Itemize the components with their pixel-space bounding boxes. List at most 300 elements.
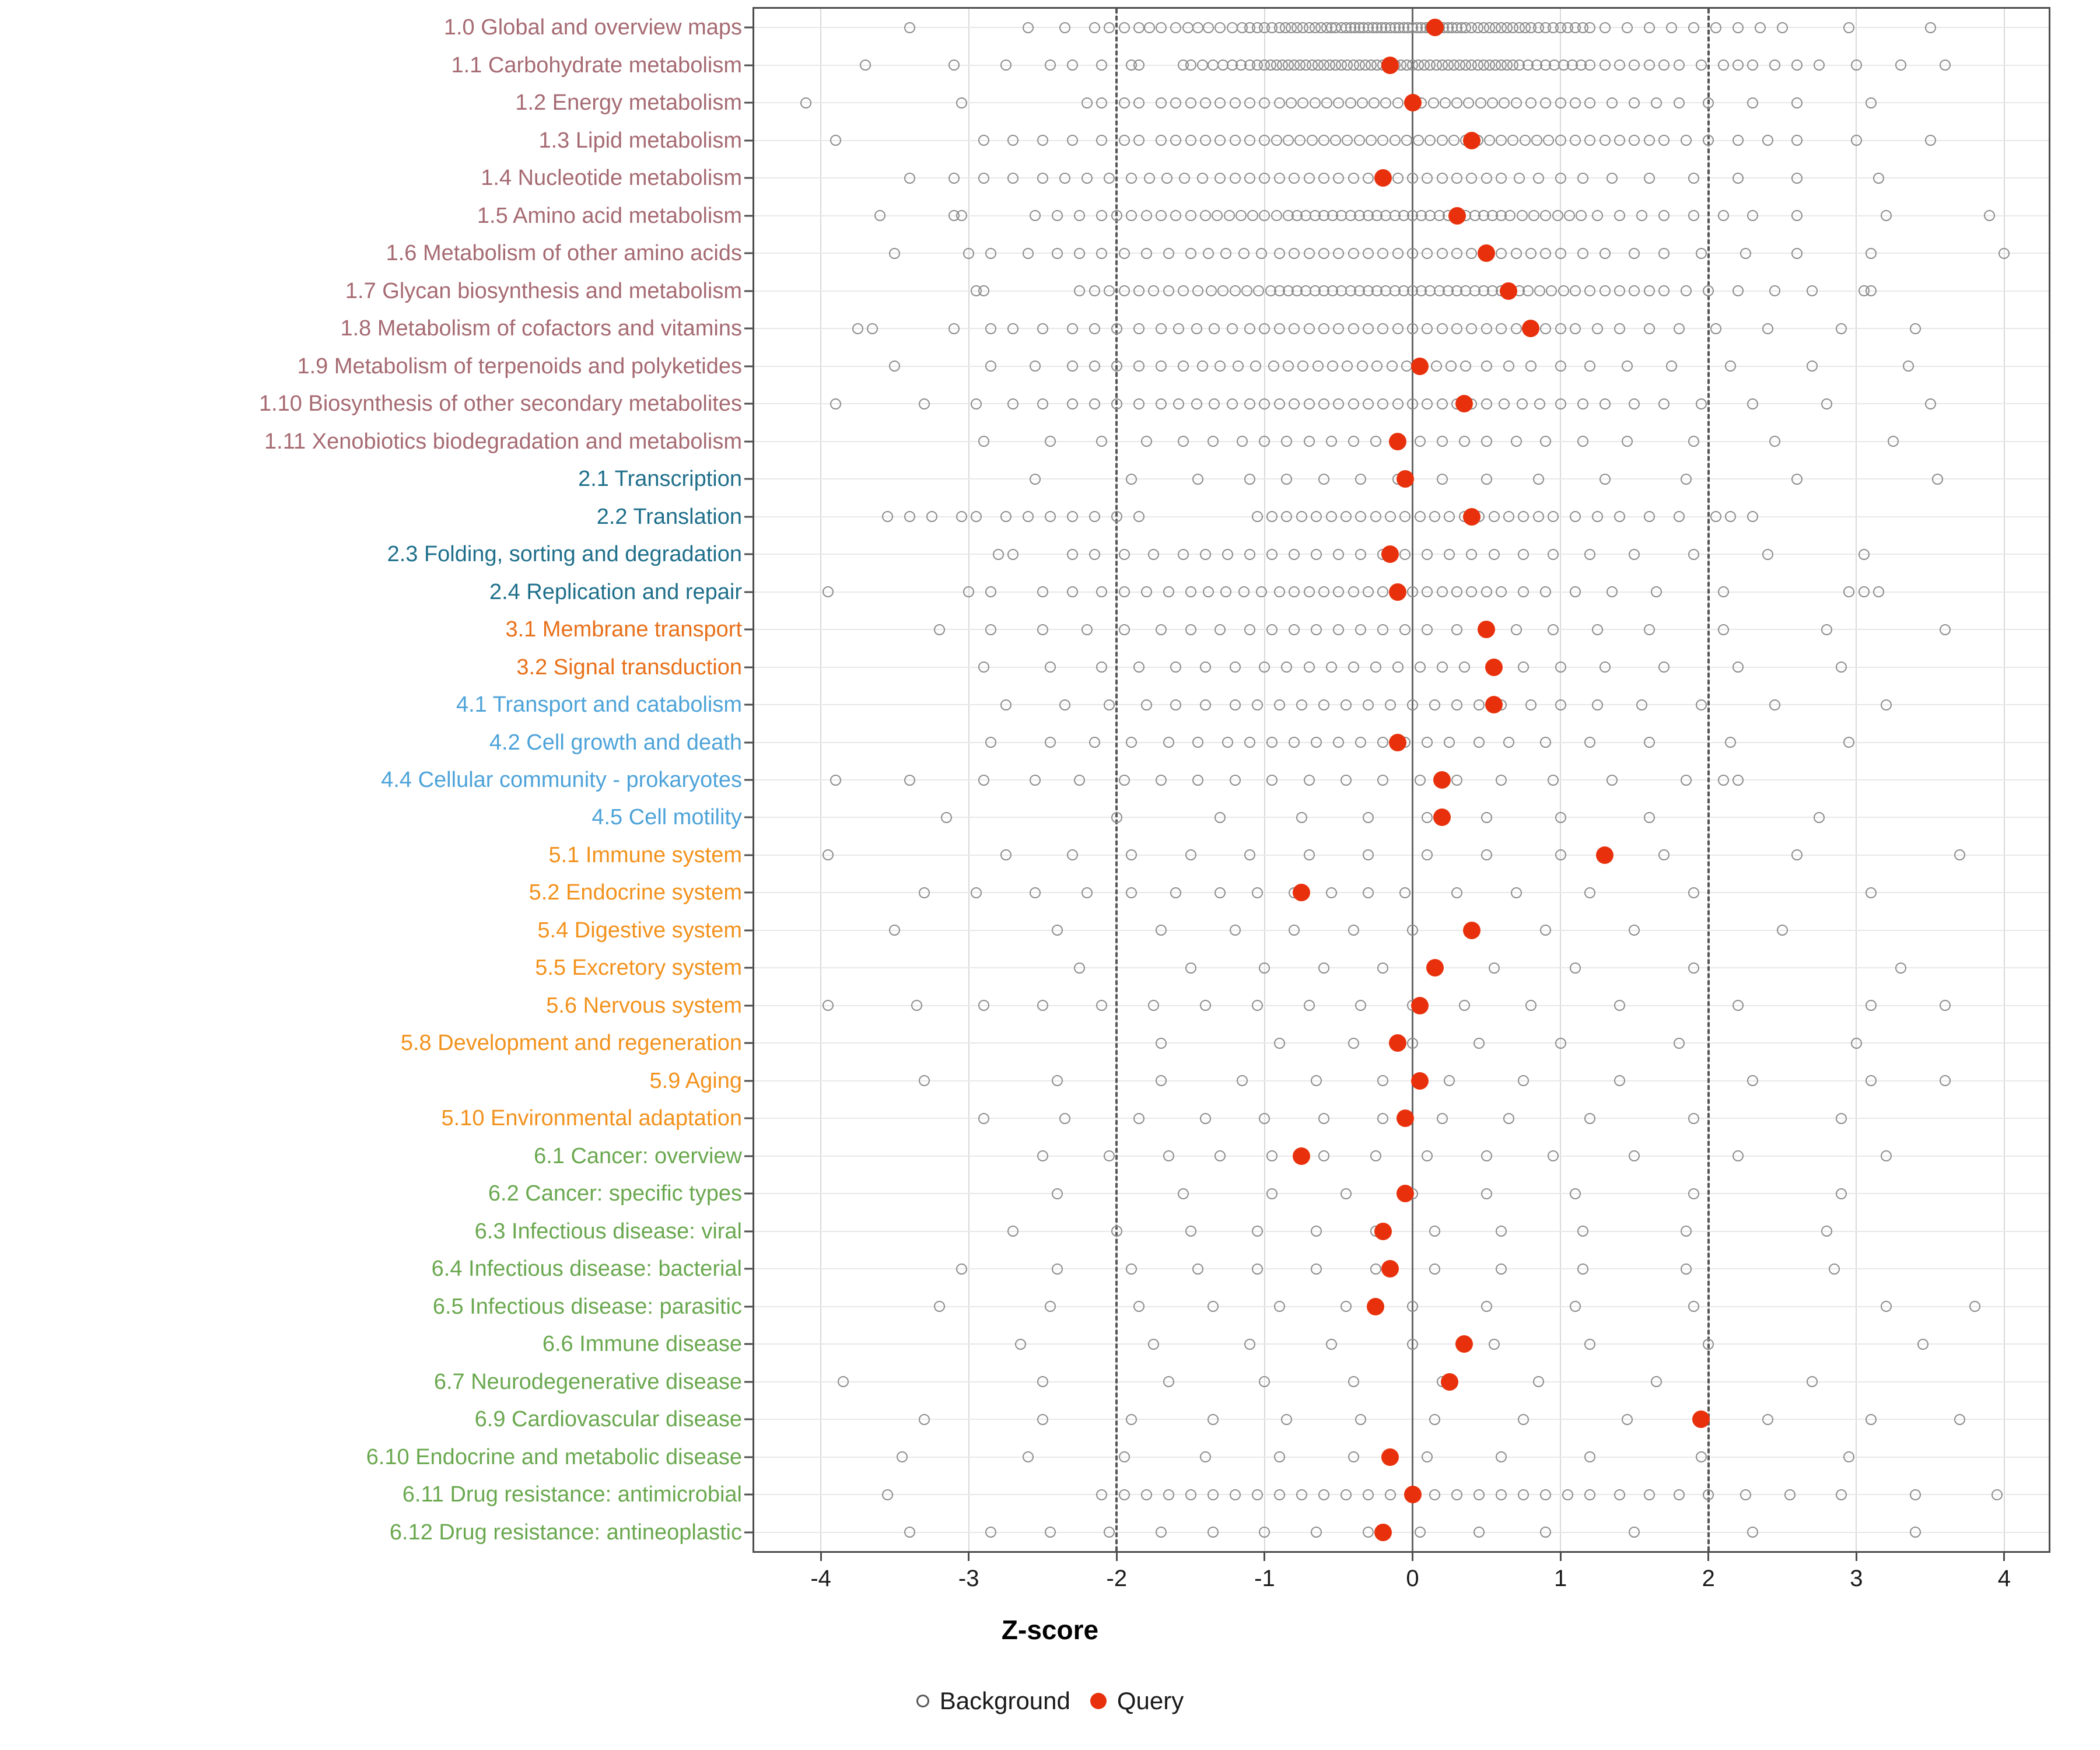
- background-point: [1577, 248, 1588, 259]
- background-point: [1170, 22, 1181, 33]
- background-point: [1415, 436, 1426, 447]
- background-point: [1732, 775, 1744, 786]
- background-point: [1777, 925, 1788, 936]
- background-point: [1481, 1188, 1492, 1199]
- background-point: [1348, 1376, 1359, 1387]
- background-point: [978, 285, 989, 296]
- background-point: [1674, 1489, 1685, 1500]
- background-point: [1311, 511, 1322, 522]
- background-point: [1910, 1527, 1921, 1538]
- query-point: [1293, 884, 1310, 901]
- background-point: [1555, 398, 1566, 410]
- y-axis-category-label: 6.1 Cancer: overview: [534, 1143, 742, 1168]
- background-point: [1644, 173, 1655, 184]
- background-point: [1220, 248, 1231, 259]
- background-point: [1000, 699, 1012, 710]
- background-point: [1163, 248, 1174, 259]
- row-gridline: [754, 1156, 2049, 1157]
- background-point: [1244, 1339, 1255, 1350]
- background-point: [1481, 586, 1492, 597]
- query-point: [1522, 320, 1539, 337]
- background-point: [1170, 97, 1181, 108]
- background-point: [1363, 849, 1374, 860]
- background-point: [1399, 511, 1410, 522]
- background-point: [1259, 662, 1270, 673]
- background-point: [1422, 549, 1433, 560]
- background-point: [1401, 135, 1412, 146]
- background-point: [1156, 97, 1167, 108]
- background-point: [889, 248, 900, 259]
- background-point: [1584, 1113, 1595, 1124]
- background-point: [1518, 1075, 1529, 1086]
- background-point: [1333, 586, 1344, 597]
- x-axis-tick: [1412, 1553, 1413, 1561]
- background-point: [1197, 60, 1208, 71]
- background-point: [1520, 135, 1531, 146]
- background-point: [1266, 624, 1278, 635]
- background-point: [1451, 586, 1462, 597]
- background-point: [1266, 737, 1278, 748]
- background-point: [1209, 398, 1220, 410]
- background-point: [1881, 1150, 1892, 1161]
- background-point: [1074, 285, 1085, 296]
- background-point: [1843, 737, 1854, 748]
- background-point: [1747, 511, 1758, 522]
- background-point: [1407, 586, 1418, 597]
- background-point: [1363, 323, 1374, 334]
- background-point: [1037, 1376, 1048, 1387]
- background-point: [1340, 1301, 1352, 1312]
- background-point: [1348, 586, 1359, 597]
- background-point: [1173, 323, 1184, 334]
- background-point: [1843, 22, 1854, 33]
- background-point: [1696, 60, 1707, 71]
- background-point: [985, 323, 996, 334]
- background-point: [1629, 925, 1640, 936]
- background-point: [1241, 285, 1252, 296]
- background-point: [1732, 60, 1744, 71]
- row-gridline: [754, 855, 2049, 856]
- row-gridline: [754, 967, 2049, 968]
- background-point: [1658, 849, 1670, 860]
- background-point: [1651, 1376, 1662, 1387]
- row-gridline: [754, 1268, 2049, 1269]
- background-point: [1843, 1451, 1854, 1462]
- background-point: [1119, 624, 1130, 635]
- background-point: [941, 812, 952, 823]
- background-point: [1807, 1376, 1818, 1387]
- background-point: [1437, 398, 1448, 410]
- background-point: [1333, 323, 1344, 334]
- background-point: [889, 925, 900, 936]
- background-point: [956, 1264, 967, 1275]
- background-point: [1304, 436, 1315, 447]
- background-point: [1422, 1451, 1433, 1462]
- background-point: [1644, 135, 1655, 146]
- background-point: [1940, 624, 1951, 635]
- background-point: [1377, 586, 1388, 597]
- background-point: [1163, 285, 1174, 296]
- background-point: [1133, 60, 1144, 71]
- background-point: [1148, 549, 1159, 560]
- background-point: [1451, 173, 1462, 184]
- background-point: [1422, 586, 1433, 597]
- background-point: [1518, 511, 1529, 522]
- background-point: [1718, 60, 1729, 71]
- background-point: [1836, 323, 1847, 334]
- background-point: [1740, 248, 1751, 259]
- background-point: [1451, 699, 1462, 710]
- background-point: [1156, 775, 1167, 786]
- background-point: [1289, 586, 1300, 597]
- background-point: [1540, 210, 1551, 221]
- row-gridline: [754, 1457, 2049, 1458]
- background-point: [1089, 285, 1100, 296]
- background-point: [1173, 398, 1184, 410]
- background-point: [1791, 135, 1803, 146]
- background-point: [1518, 549, 1529, 560]
- background-point: [1326, 511, 1337, 522]
- y-axis-tick: [744, 102, 752, 104]
- background-point: [1067, 60, 1078, 71]
- background-point: [1629, 398, 1640, 410]
- background-point: [1481, 1150, 1492, 1161]
- background-point: [1600, 474, 1611, 485]
- background-point: [1658, 248, 1670, 259]
- background-point: [1925, 135, 1936, 146]
- background-point: [1681, 474, 1692, 485]
- background-point: [1614, 210, 1625, 221]
- background-point: [1407, 699, 1418, 710]
- y-axis-category-label: 6.11 Drug resistance: antimicrobial: [402, 1482, 742, 1507]
- y-axis-category-label: 6.2 Cancer: specific types: [488, 1181, 742, 1206]
- background-point: [1230, 173, 1241, 184]
- query-point: [1485, 696, 1503, 713]
- background-point: [1606, 775, 1618, 786]
- background-point: [1244, 173, 1255, 184]
- background-point: [1836, 662, 1847, 673]
- background-point: [1310, 97, 1321, 108]
- reference-line-dashed: [1707, 9, 1710, 1551]
- background-point: [874, 210, 886, 221]
- query-point: [1463, 922, 1480, 939]
- background-point: [1518, 586, 1529, 597]
- query-point: [1455, 1335, 1473, 1353]
- background-point: [1089, 360, 1100, 372]
- background-point: [1111, 398, 1122, 410]
- background-point: [1600, 398, 1611, 410]
- background-point: [1348, 248, 1359, 259]
- background-point: [1910, 1489, 1921, 1500]
- background-point: [1784, 1489, 1796, 1500]
- background-point: [1424, 135, 1436, 146]
- background-point: [1463, 97, 1474, 108]
- legend-label-query: Query: [1116, 1687, 1184, 1714]
- background-point: [1156, 1075, 1167, 1086]
- background-point: [1525, 699, 1536, 710]
- background-point: [1244, 624, 1255, 635]
- background-point: [1230, 775, 1241, 786]
- query-point: [1441, 1373, 1458, 1391]
- background-point: [1156, 360, 1167, 372]
- background-point: [993, 549, 1004, 560]
- background-point: [1866, 97, 1877, 108]
- background-point: [1266, 549, 1278, 560]
- background-point: [1266, 775, 1278, 786]
- background-point: [1096, 97, 1107, 108]
- background-point: [1399, 887, 1410, 898]
- background-point: [1644, 737, 1655, 748]
- background-point: [822, 586, 834, 597]
- query-point: [1404, 94, 1422, 111]
- background-point: [1355, 1000, 1366, 1011]
- background-point: [1037, 1150, 1048, 1161]
- background-point: [1256, 586, 1267, 597]
- background-point: [1170, 135, 1181, 146]
- background-point: [1429, 1226, 1440, 1237]
- background-point: [1592, 511, 1603, 522]
- background-point: [1629, 1527, 1640, 1538]
- background-point: [1082, 173, 1093, 184]
- query-point: [1433, 771, 1451, 789]
- query-point: [1374, 1223, 1392, 1240]
- y-axis-tick: [744, 1381, 752, 1382]
- background-point: [1370, 1150, 1381, 1161]
- y-axis-category-label: 5.8 Development and regeneration: [400, 1031, 742, 1056]
- background-point: [1156, 323, 1167, 334]
- background-point: [978, 1113, 989, 1124]
- background-point: [1007, 1226, 1019, 1237]
- background-point: [949, 323, 960, 334]
- background-point: [1030, 887, 1041, 898]
- background-point: [1007, 398, 1019, 410]
- background-point: [1274, 586, 1285, 597]
- background-point: [1534, 285, 1545, 296]
- background-point: [1600, 60, 1611, 71]
- background-point: [1200, 549, 1211, 560]
- background-point: [1584, 285, 1595, 296]
- background-point: [1244, 737, 1255, 748]
- background-point: [1119, 549, 1130, 560]
- background-point: [1511, 248, 1522, 259]
- background-point: [1475, 97, 1486, 108]
- row-gridline: [754, 1080, 2049, 1082]
- background-point: [1333, 737, 1344, 748]
- background-point: [1681, 1226, 1692, 1237]
- y-axis-tick: [744, 1193, 752, 1195]
- background-point: [1666, 22, 1677, 33]
- background-point: [1355, 474, 1366, 485]
- background-point: [1281, 662, 1292, 673]
- background-point: [1244, 474, 1255, 485]
- background-point: [1045, 1301, 1056, 1312]
- background-point: [1289, 737, 1300, 748]
- y-axis-tick: [744, 328, 752, 330]
- background-point: [1769, 60, 1780, 71]
- background-point: [1696, 699, 1707, 710]
- background-point: [1644, 812, 1655, 823]
- y-axis-category-label: 6.9 Cardiovascular disease: [474, 1407, 742, 1432]
- background-point: [1192, 474, 1203, 485]
- background-point: [1570, 1301, 1581, 1312]
- background-point: [1252, 511, 1263, 522]
- background-point: [1244, 135, 1255, 146]
- y-axis-tick: [744, 929, 752, 931]
- y-axis-tick: [744, 1155, 752, 1157]
- background-point: [1148, 1339, 1159, 1350]
- background-point: [1385, 511, 1396, 522]
- background-point: [1185, 624, 1196, 635]
- background-point: [1185, 135, 1196, 146]
- background-point: [1540, 323, 1551, 334]
- background-point: [1119, 586, 1130, 597]
- background-point: [1363, 699, 1374, 710]
- background-point: [1330, 135, 1341, 146]
- background-point: [1511, 887, 1522, 898]
- background-point: [1407, 248, 1418, 259]
- background-point: [1644, 22, 1655, 33]
- background-point: [1407, 1339, 1418, 1350]
- background-point: [1141, 210, 1152, 221]
- y-axis-category-label: 2.4 Replication and repair: [489, 579, 742, 604]
- background-point: [1227, 323, 1238, 334]
- background-point: [1133, 662, 1144, 673]
- background-point: [1377, 398, 1388, 410]
- background-point: [1570, 97, 1581, 108]
- background-point: [1629, 1150, 1640, 1161]
- background-point: [1851, 60, 1862, 71]
- background-point: [1629, 135, 1640, 146]
- background-point: [1895, 963, 1906, 974]
- background-point: [1451, 97, 1462, 108]
- background-point: [1259, 135, 1270, 146]
- background-point: [1481, 436, 1492, 447]
- background-point: [1096, 662, 1107, 673]
- background-point: [1570, 511, 1581, 522]
- x-axis-tick: [1116, 1553, 1118, 1561]
- query-point: [1381, 545, 1399, 563]
- background-point: [1224, 210, 1235, 221]
- y-axis-category-label: 1.6 Metabolism of other amino acids: [386, 241, 742, 266]
- background-point: [1111, 812, 1122, 823]
- y-axis-category-label: 1.8 Metabolism of cofactors and vitamins: [340, 316, 742, 341]
- background-point: [1348, 323, 1359, 334]
- background-point: [1829, 1264, 1840, 1275]
- background-point: [1489, 511, 1500, 522]
- background-point: [1564, 210, 1575, 221]
- background-point: [1791, 60, 1803, 71]
- background-point: [1354, 135, 1365, 146]
- background-point: [1214, 812, 1226, 823]
- background-point: [1606, 586, 1618, 597]
- background-point: [1658, 60, 1670, 71]
- background-point: [1555, 1038, 1566, 1049]
- background-point: [1407, 925, 1418, 936]
- background-point: [1067, 360, 1078, 372]
- y-axis-category-label: 4.1 Transport and catabolism: [456, 692, 742, 718]
- background-point: [1348, 925, 1359, 936]
- y-axis-category-label: 3.1 Membrane transport: [505, 617, 742, 642]
- background-point: [1533, 511, 1544, 522]
- background-point: [956, 97, 967, 108]
- background-point: [1651, 586, 1662, 597]
- background-point: [1422, 173, 1433, 184]
- background-point: [830, 775, 841, 786]
- background-point: [1466, 586, 1477, 597]
- background-point: [1363, 398, 1374, 410]
- background-point: [1413, 135, 1424, 146]
- background-point: [1380, 97, 1391, 108]
- background-point: [1281, 1414, 1292, 1425]
- background-point: [1247, 210, 1258, 221]
- background-point: [1681, 775, 1692, 786]
- y-axis-tick: [744, 1456, 752, 1458]
- background-point: [1340, 699, 1352, 710]
- background-point: [1592, 210, 1603, 221]
- background-point: [1584, 1339, 1595, 1350]
- background-point: [1732, 22, 1744, 33]
- background-point: [1045, 511, 1056, 522]
- background-point: [1392, 398, 1404, 410]
- background-point: [978, 173, 989, 184]
- background-point: [1318, 1113, 1329, 1124]
- y-axis-tick: [744, 1306, 752, 1307]
- background-point: [1390, 135, 1401, 146]
- row-gridline: [754, 779, 2049, 780]
- background-point: [1629, 549, 1640, 560]
- background-point: [1584, 97, 1595, 108]
- background-point: [1230, 925, 1241, 936]
- background-point: [919, 1414, 930, 1425]
- background-point: [1392, 97, 1404, 108]
- y-axis-category-label: 4.5 Cell motility: [592, 805, 742, 830]
- background-point: [1089, 22, 1100, 33]
- background-point: [1133, 1301, 1144, 1312]
- background-point: [1203, 248, 1214, 259]
- background-point: [1710, 511, 1721, 522]
- background-point: [1363, 248, 1374, 259]
- background-point: [1192, 737, 1203, 748]
- background-point: [1688, 173, 1699, 184]
- background-point: [1052, 925, 1063, 936]
- background-point: [1318, 248, 1329, 259]
- background-point: [1030, 360, 1041, 372]
- background-point: [1037, 398, 1048, 410]
- background-point: [1178, 285, 1189, 296]
- row-gridline: [754, 1381, 2049, 1382]
- background-point: [1126, 1414, 1137, 1425]
- background-point: [1074, 210, 1085, 221]
- background-point: [1096, 1000, 1107, 1011]
- background-point: [1030, 775, 1041, 786]
- background-point: [1182, 22, 1194, 33]
- y-axis-tick: [744, 177, 752, 179]
- background-point: [882, 511, 893, 522]
- background-point: [1170, 210, 1181, 221]
- background-point: [1208, 1414, 1219, 1425]
- background-point: [1674, 323, 1685, 334]
- background-point: [1259, 1113, 1270, 1124]
- background-point: [1268, 360, 1279, 372]
- background-point: [1558, 285, 1569, 296]
- background-point: [1881, 210, 1892, 221]
- background-point: [1089, 398, 1100, 410]
- y-axis-category-label: 1.10 Biosynthesis of other secondary metabolites: [258, 391, 742, 416]
- background-point: [956, 511, 967, 522]
- background-point: [1821, 1226, 1832, 1237]
- background-point: [1141, 436, 1152, 447]
- background-point: [1732, 135, 1744, 146]
